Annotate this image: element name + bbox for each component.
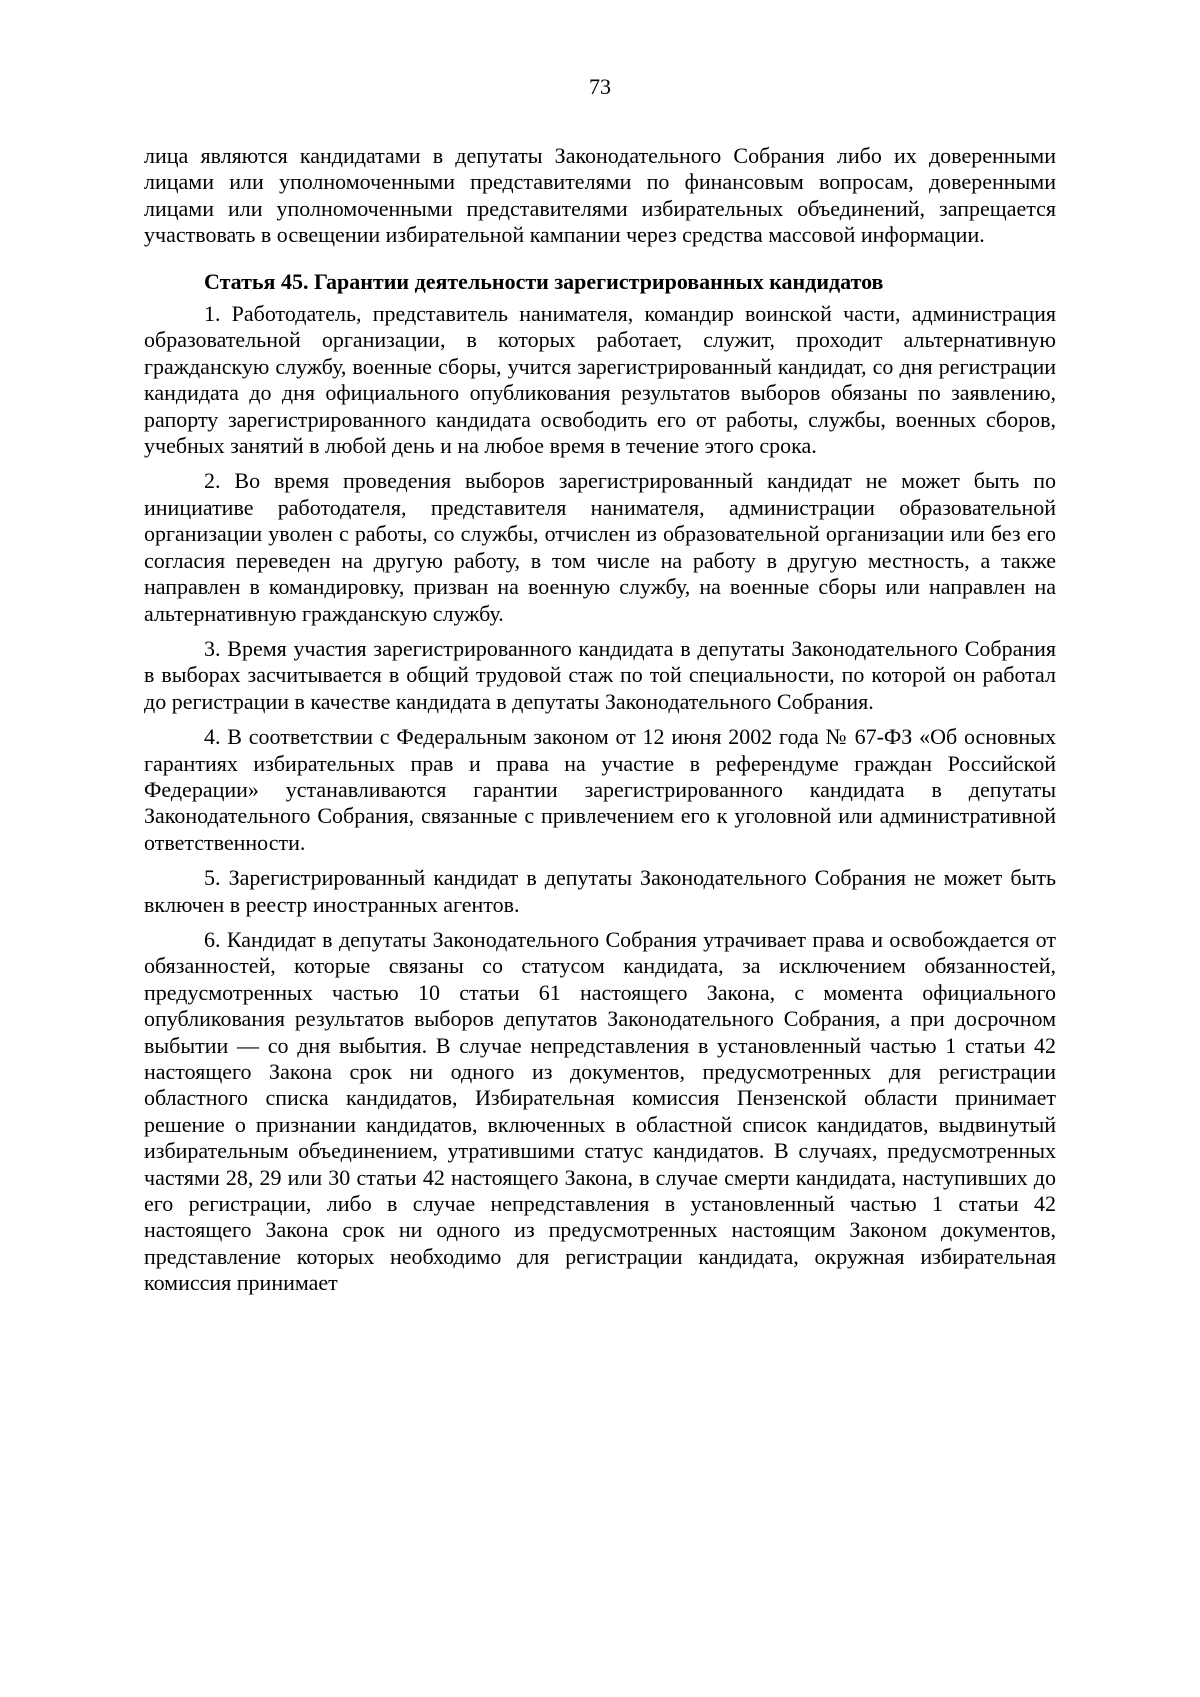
paragraph-6: 6. Кандидат в депутаты Законодательного Собрания утрачивает права и освобождается от обязанностей, которые связаны со статусом кандидата, за исключением обязанностей, предусмотренных частью 10 статьи 61 настоящего Закона, с момента официального опубликования результатов выборов депутатов Законодательного Собрания, а при досрочном выбытии — со дня выбытия. В случае непредставления в установленный частью 1 статьи 42 настоящего Закона срок ни одного из документов, предусмотренных для регистрации областного списка кандидатов, Избирательная комиссия Пензенской области принимает решение о признании кандидатов, включенных в областной список кандидатов, выдвинутый избирательным объединением, утратившими статус кандидатов. В случаях, предусмотренных частями 28, 29 или 30 статьи 42 настоящего Закона, в случае смерти кандидата, наступивших до его регистрации, либо в случае непредставления в установленный частью 1 статьи 42 настоящего Закона срок ни одного из предусмотренных настоящим Законом документов, представление которых необходимо для регистрации кандидата, окружная избирательная комиссия принимает (144, 926, 1056, 1296)
paragraph-1: 1. Работодатель, представитель нанимателя, командир воинской части, администрация образовательной организации, в которых работает, служит, проходит альтернативную гражданскую службу, военные сборы, учится зарегистрированный кандидат, со дня регистрации кандидата до дня официального опубликования результатов выборов обязаны по заявлению, рапорту зарегистрированного кандидата освободить его от работы, службы, военных сборов, учебных занятий в любой день и на любое время в течение этого срока. (144, 301, 1056, 459)
intro-paragraph: лица являются кандидатами в депутаты Законодательного Собрания либо их доверенными лицами или уполномоченными представителями по финансовым вопросам, доверенными лицами или уполномоченными представителями избирательных объединений, запрещается участвовать в освещении избирательной кампании через средства массовой информации. (144, 143, 1056, 248)
paragraph-3: 3. Время участия зарегистрированного кандидата в депутаты Законодательного Собрания в выборах засчитывается в общий трудовой стаж по той специальности, по которой он работал до регистрации в качестве кандидата в депутаты Законодательного Собрания. (144, 635, 1056, 714)
paragraph-2: 2. Во время проведения выборов зарегистрированный кандидат не может быть по инициативе работодателя, представителя нанимателя, администрации образовательной организации уволен с работы, со службы, отчислен из образовательной организации или без его согласия переведен на другую работу, в том числе на работу в другую местность, а также направлен в командировку, призван на военную службу, на военные сборы или направлен на альтернативную гражданскую службу. (144, 468, 1056, 626)
article-heading: Статья 45. Гарантии деятельности зарегистрированных кандидатов (204, 268, 884, 294)
paragraph-5: 5. Зарегистрированный кандидат в депутаты Законодательного Собрания не может быть включен в реестр иностранных агентов. (144, 865, 1056, 917)
document-body (144, 143, 1056, 1306)
page-number: 73 (589, 74, 611, 99)
paragraph-4: 4. В соответствии с Федеральным законом от 12 июня 2002 года № 67-ФЗ «Об основных гарантиях избирательных прав и права на участие в референдуме граждан Российской Федерации» устанавливаются гарантии зарегистрированного кандидата в депутаты Законодательного Собрания, связанные с привлечением его к уголовной или административной ответственности. (144, 724, 1056, 855)
